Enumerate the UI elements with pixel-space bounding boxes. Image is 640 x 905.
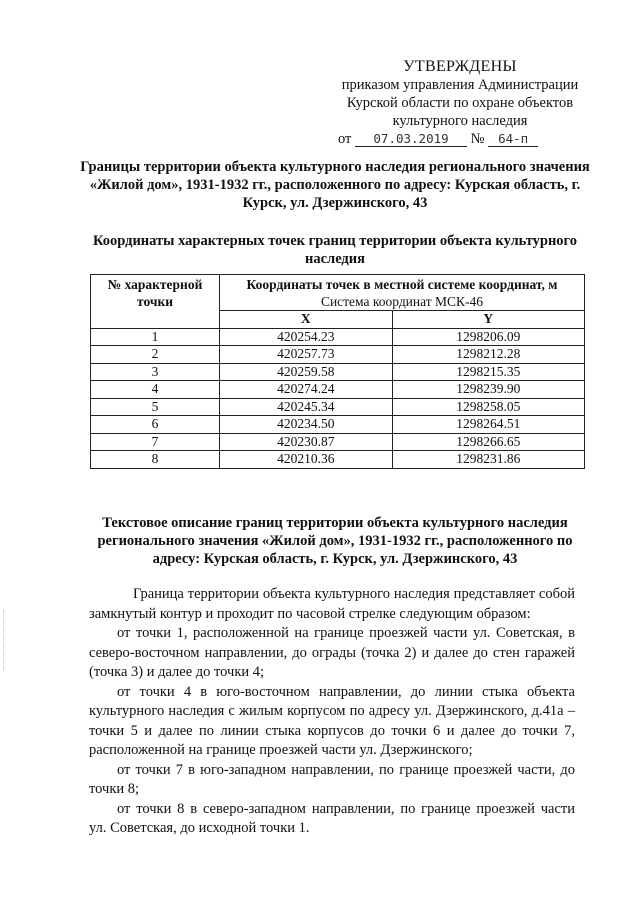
x-value: 420234.50 [220,416,393,434]
x-value: 420210.36 [220,451,393,469]
point-number: 1 [91,328,220,346]
coordinate-system-label: Система координат МСК-46 [320,293,484,309]
approval-heading: УТВЕРЖДЕНЫ [403,58,517,75]
y-value: 1298264.51 [392,416,585,434]
coordinates-table [90,274,585,469]
y-value: 1298258.05 [392,398,585,416]
y-value: 1298231.86 [392,451,585,469]
point-number-header: № характерной точки [91,275,220,329]
paragraph: от точки 4 в юго-восточном направлении, до линии стыка объекта культурного наследия с жилым корпусом по адресу ул. Дзержинского, д.41а – точки 5 и далее по линии стыка корпусов до точки 6 и далее до точки 7, расположенной на границе проезжей части ул. Дзержинского; [89,683,575,758]
y-value: 1298212.28 [392,346,585,364]
paragraph: Граница территории объекта культурного наследия представляет собой замкнутый контур и проходит по часовой стрелке следующим образом: [89,586,575,622]
coordinates-header-text: Координаты точек в местной системе координат, м [246,277,558,292]
number-prefix: № [470,131,485,147]
x-header: X [220,311,393,329]
x-value: 420254.23 [220,328,393,346]
description-body [89,585,575,839]
table-row [91,381,585,399]
y-value: 1298215.35 [392,363,585,381]
point-number: 2 [91,346,220,364]
table-row [91,398,585,416]
table-row [91,416,585,434]
paragraph: от точки 8 в северо-западном направлении, по границе проезжей части ул. Советская, до исходной точки 1. [89,800,575,836]
table-row [91,433,585,451]
y-value: 1298266.65 [392,433,585,451]
point-number: 6 [91,416,220,434]
point-number: 3 [91,363,220,381]
approval-block [330,58,590,148]
coordinates-header [220,275,585,311]
x-value: 420257.73 [220,346,393,364]
paragraph: от точки 7 в юго-западном направлении, по границе проезжей части, до точки 8; [89,761,575,797]
approval-line-2: Курской области по охране объектов [346,95,574,111]
order-line [330,130,590,148]
order-number: 64-п [488,131,538,147]
table-row [91,363,585,381]
document-title: Границы территории объекта культурного наследия регионального значения «Жилой дом», 1931-1932 гг., расположенного по адресу: Курская область, г. Курск, ул. Дзержинского, 43 [80,159,590,211]
point-number: 5 [91,398,220,416]
approval-line-3: культурного наследия [392,113,528,129]
x-value: 420259.58 [220,363,393,381]
x-value: 420245.34 [220,398,393,416]
table-row [91,451,585,469]
approval-line-1: приказом управления Администрации [341,77,579,93]
y-value: 1298239.90 [392,381,585,399]
table-title: Координаты характерных точек границ территории объекта культурного наследия [92,233,578,267]
y-value: 1298206.09 [392,328,585,346]
point-number: 8 [91,451,220,469]
x-value: 420274.24 [220,381,393,399]
paragraph: от точки 1, расположенной на границе проезжей части ул. Советская, в северо-восточном направлении, до ограды (точка 2) и далее до стен гаражей (точка 3) и далее до точки 4; [89,625,575,680]
table-row [91,346,585,364]
y-header: Y [392,311,585,329]
date-prefix: от [338,131,352,147]
point-number: 4 [91,381,220,399]
x-value: 420230.87 [220,433,393,451]
point-number: 7 [91,433,220,451]
order-date: 07.03.2019 [355,131,467,147]
table-row [91,328,585,346]
description-title: Текстовое описание границ территории объекта культурного наследия регионального значения «Жилой дом», 1931-1932 гг., расположенного по адресу: Курская область, г. Курск, ул. Дзержинского, 43 [97,515,573,567]
scan-margin-artifact [3,610,5,670]
